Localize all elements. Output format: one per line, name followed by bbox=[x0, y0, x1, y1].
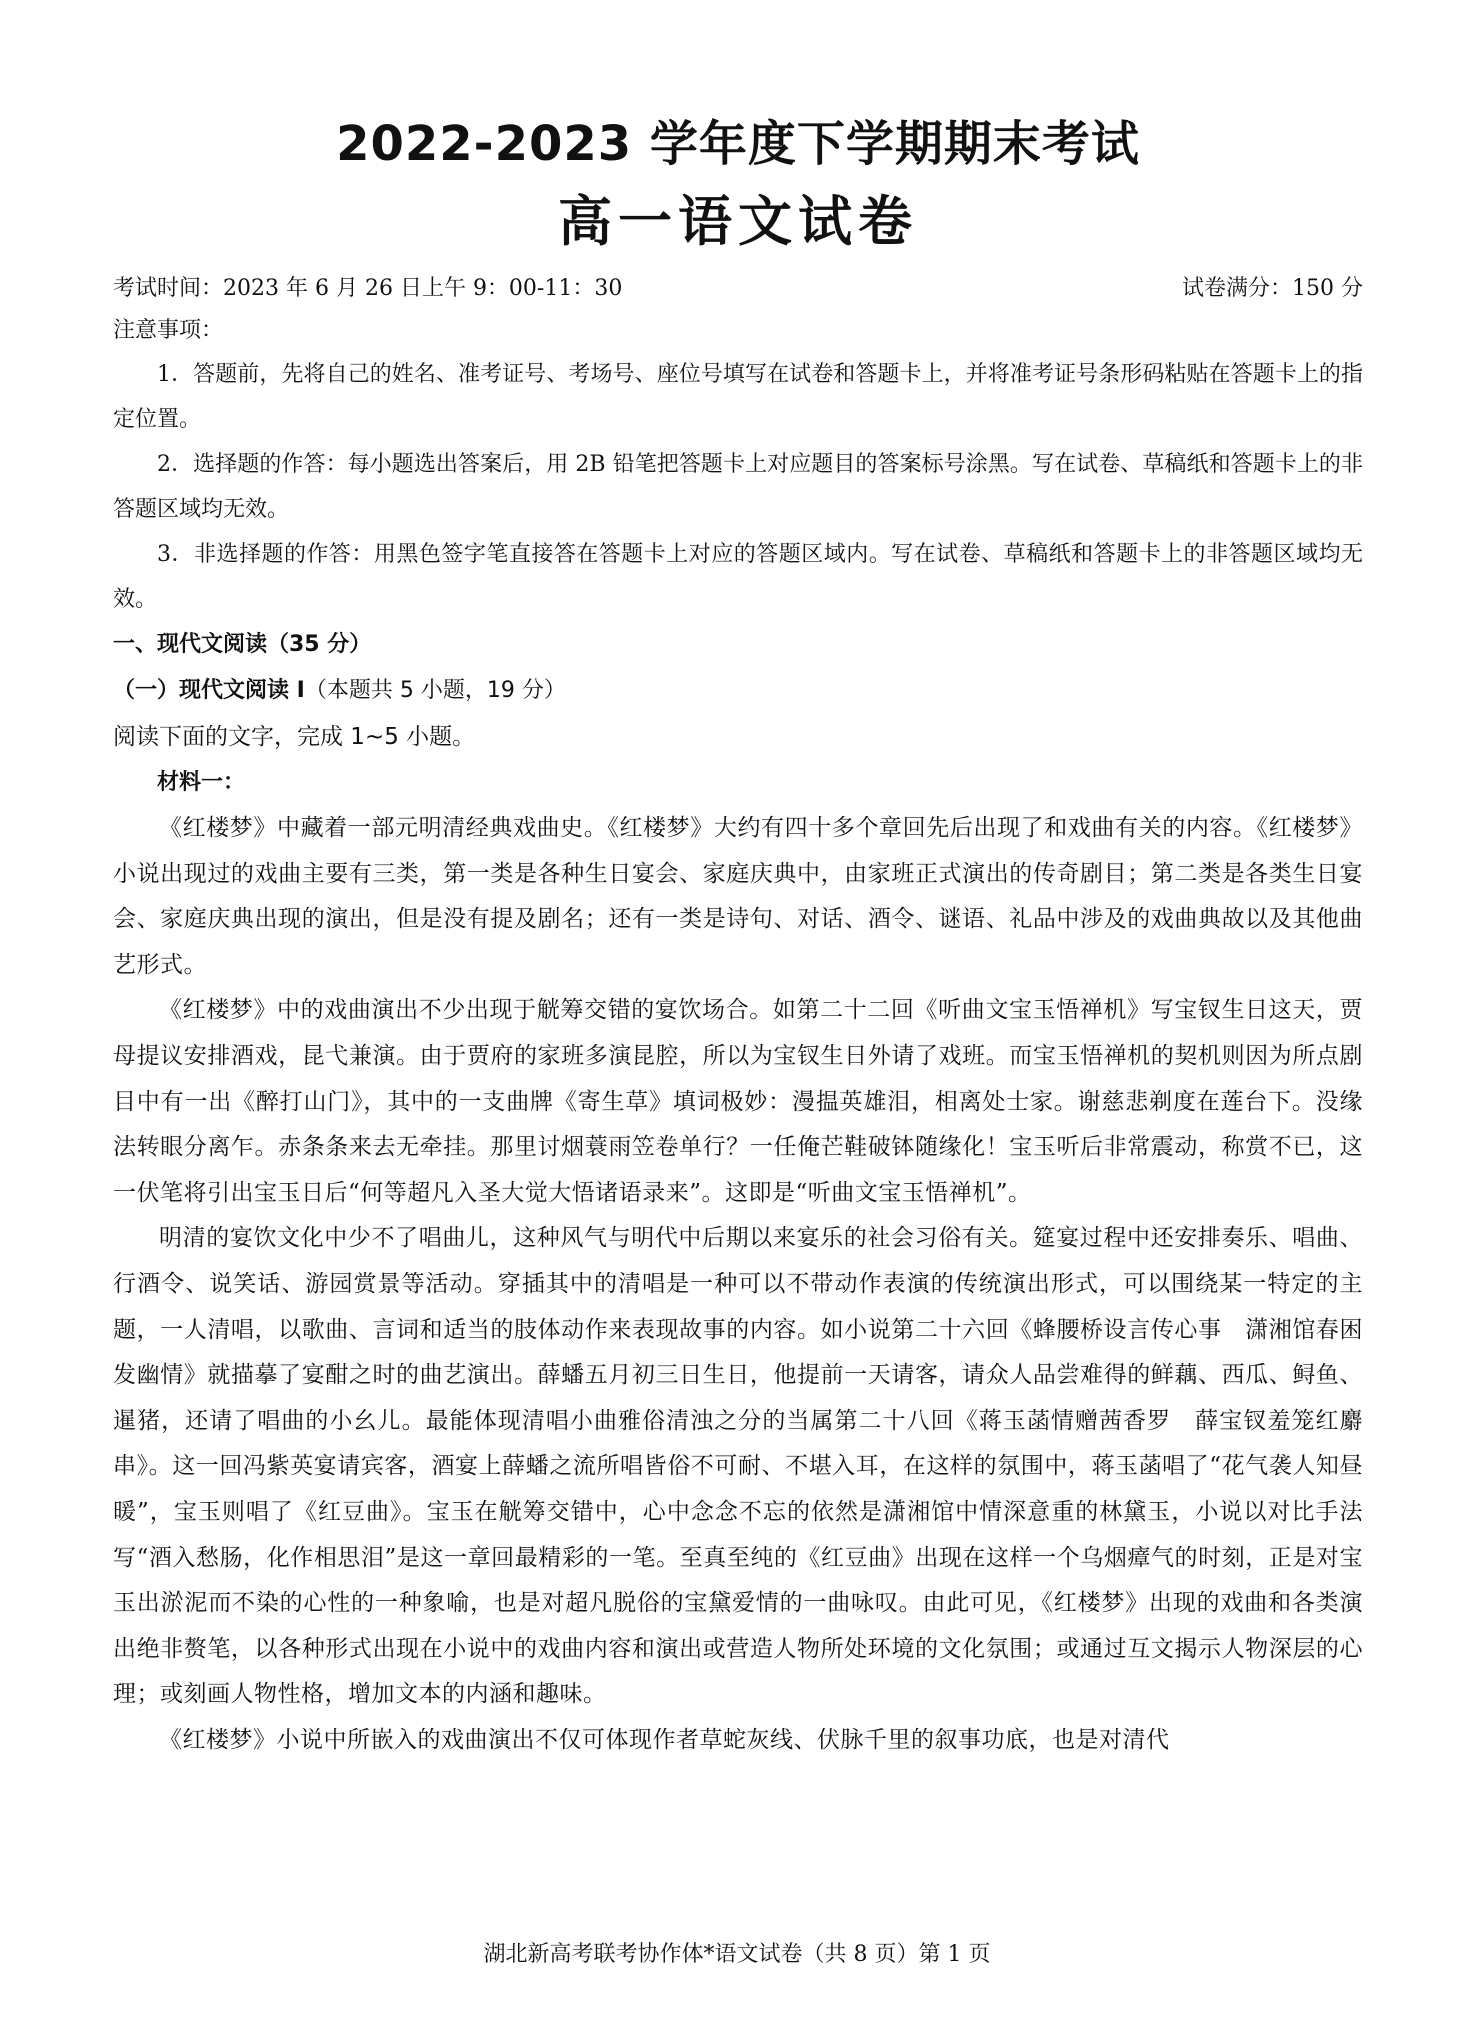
passage-paragraph: 《红楼梦》中的戏曲演出不少出现于觥筹交错的宴饮场合。如第二十二回《听曲文宝玉悟禅机》写宝钗生日这天，贾母提议安排酒戏，昆弋兼演。由于贾府的家班多演昆腔，所以为宝钗生日外请了戏班。而宝玉悟禅机的契机则因为所点剧目中有一出《醉打山门》，其中的一支曲牌《寄生草》填词极妙：漫揾英雄泪，相离处士家。谢慈悲剃度在莲台下。没缘法转眼分离乍。赤条条来去无牵挂。那里讨烟蓑雨笠卷单行？一任俺芒鞋破钵随缘化！宝玉听后非常震动，称赏不已，这一伏笔将引出宝玉日后“何等超凡入圣大觉大悟诸语录来”。这即是“听曲文宝玉悟禅机”。 bbox=[113, 997, 1363, 1206]
passage-paragraph: 《红楼梦》中藏着一部元明清经典戏曲史。《红楼梦》大约有四十多个章回先后出现了和戏曲有关的内容。《红楼梦》小说出现过的戏曲主要有三类，第一类是各种生日宴会、家庭庆典中，由家班正式演出的传奇剧目；第二类是各类生日宴会、家庭庆典出现的演出，但是没有提及剧名；还有一类是诗句、对话、酒令、谜语、礼品中涉及的戏曲典故以及其他曲艺形式。 bbox=[113, 815, 1363, 978]
exam-page bbox=[113, 110, 1363, 1763]
exam-meta bbox=[113, 268, 1363, 310]
exam-time: 考试时间：2023 年 6 月 26 日上午 9：00-11：30 bbox=[113, 276, 623, 301]
passage-paragraph: 《红楼梦》小说中所嵌入的戏曲演出不仅可体现作者草蛇灰线、伏脉千里的叙事功底，也是对清代 bbox=[159, 1726, 1170, 1753]
subsection-heading-bold: （一）现代文阅读 I bbox=[113, 678, 305, 703]
exam-subtitle: 高一语文试卷 bbox=[558, 190, 918, 253]
note-item: 2．选择题的作答：每小题选出答案后，用 2B 铅笔把答题卡上对应题目的答案标号涂黑。写在试卷、草稿纸和答题卡上的非答题区域均无效。 bbox=[113, 452, 1363, 522]
page-footer: 湖北新高考联考协作体*语文试卷（共 8 页）第 1 页 bbox=[483, 1942, 991, 1967]
passage-paragraph: 明清的宴饮文化中少不了唱曲儿，这种风气与明代中后期以来宴乐的社会习俗有关。筵宴过程中还安排奏乐、唱曲、行酒令、说笑话、游园赏景等活动。穿插其中的清唱是一种可以不带动作表演的传统演出形式，可以围绕某一特定的主题，一人清唱，以歌曲、言词和适当的肢体动作来表现故事的内容。如小说第二十六回《蜂腰桥设言传心事 潇湘馆春困发幽情》就描摹了宴酣之时的曲艺演出。薛蟠五月初三日生日，他提前一天请客，请众人品尝难得的鲜藕、西瓜、鲟鱼、暹猪，还请了唱曲的小幺儿。最能体现清唱小曲雅俗清浊之分的当属第二十八回《蒋玉菡情赠茜香罗 薛宝钗羞笼红麝串》。这一回冯紫英宴请宾客，酒宴上薛蟠之流所唱皆俗不可耐、不堪入耳，在这样的氛围中，蒋玉菡唱了“花气袭人知昼暖”，宝玉则唱了《红豆曲》。宝玉在觥筹交错中，心中念念不忘的依然是潇湘馆中情深意重的林黛玉，小说以对比手法写“酒入愁肠，化作相思泪”是这一章回最精彩的一笔。至真至纯的《红豆曲》出现在这样一个乌烟瘴气的时刻，正是对宝玉出淤泥而不染的心性的一种象喻，也是对超凡脱俗的宝黛爱情的一曲咏叹。由此可见，《红楼梦》出现的戏曲和各类演出绝非赘笔，以各种形式出现在小说中的戏曲内容和演出或营造人物所处环境的文化氛围；或通过互文揭示人物深层的心理；或刻画人物性格，增加文本的内涵和趣味。 bbox=[113, 1225, 1363, 1708]
reading-instruction: 阅读下面的文字，完成 1~5 小题。 bbox=[113, 724, 476, 750]
material-label: 材料一： bbox=[157, 770, 246, 795]
exam-title: 2022-2023 学年度下学期期末考试 bbox=[336, 116, 1140, 172]
subsection-heading-rest: （本题共 5 小题，19 分） bbox=[304, 678, 566, 703]
full-score: 试卷满分：150 分 bbox=[1182, 276, 1363, 301]
section-heading: 一、现代文阅读（35 分） bbox=[113, 632, 372, 657]
notes-title: 注意事项： bbox=[113, 318, 224, 343]
subsection-heading bbox=[113, 668, 1363, 714]
note-item: 3．非选择题的作答：用黑色签字笔直接答在答题卡上对应的答题区域内。写在试卷、草稿纸和答题卡上的非答题区域均无效。 bbox=[113, 542, 1363, 612]
note-item: 1．答题前，先将自己的姓名、准考证号、考场号、座位号填写在试卷和答题卡上，并将准考证号条形码粘贴在答题卡上的指定位置。 bbox=[113, 362, 1363, 432]
